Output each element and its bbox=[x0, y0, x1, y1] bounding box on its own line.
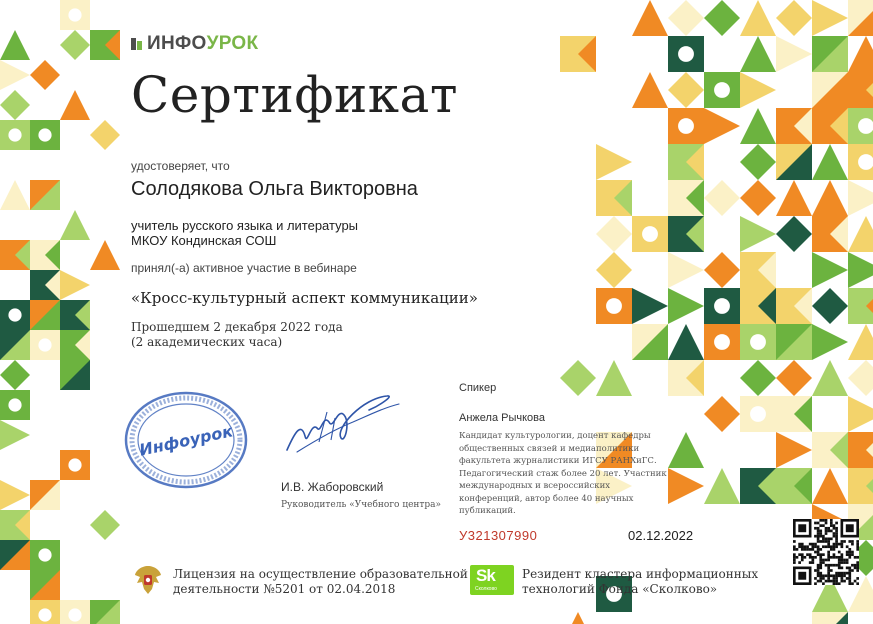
position-line: учитель русского языка и литературы bbox=[131, 218, 359, 233]
recipient-name: Солодякова Ольга Викторовна bbox=[131, 178, 418, 200]
issue-date: 02.12.2022 bbox=[628, 528, 694, 543]
certificate-title: Сертификат bbox=[131, 66, 459, 124]
certifies-text: удостоверяет, что bbox=[131, 159, 230, 173]
infourok-logo-icon bbox=[131, 36, 143, 52]
skolkovo-logo bbox=[470, 565, 514, 595]
qr-code bbox=[793, 519, 859, 585]
skolkovo-resident bbox=[522, 567, 758, 597]
webinar-title: «Кросс-культурный аспект коммуникации» bbox=[131, 289, 478, 307]
held-date: Прошедшем 2 декабря 2022 года bbox=[131, 320, 343, 334]
school-line: МКОУ Кондинская СОШ bbox=[131, 233, 277, 248]
recipient-position bbox=[131, 218, 358, 248]
license-info bbox=[173, 567, 468, 597]
held-info bbox=[131, 320, 343, 350]
skolkovo-logo-text: Sk bbox=[476, 566, 495, 585]
logo-prefix: ИНФО bbox=[147, 33, 207, 54]
logo-suffix: УРОК bbox=[206, 33, 259, 54]
participation-text: принял(-а) активное участие в вебинаре bbox=[131, 261, 357, 275]
license-line: деятельности №5201 от 02.04.2018 bbox=[173, 582, 396, 596]
held-hours: (2 академических часа) bbox=[131, 335, 283, 349]
stamp-center-text: Инфоурок bbox=[137, 421, 235, 460]
signatory-name: И.В. Жаборовский bbox=[281, 480, 384, 494]
speaker-name: Анжела Рычкова bbox=[459, 412, 545, 424]
skolkovo-line: Резидент кластера информационных bbox=[522, 567, 759, 581]
speaker-bio: Кандидат культурологии, доцент кафедры общественных связей и медиаполитики факультета журналистики ИГСУ РАНХиГС. Педагогический стаж более 20 лет. Участник международных и всероссийских конференций, автор более 40 научных публикаций. bbox=[459, 431, 667, 516]
speaker-heading: Спикер bbox=[459, 382, 497, 394]
license-line: Лицензия на осуществление образовательной bbox=[173, 567, 468, 581]
coat-of-arms-icon bbox=[132, 563, 164, 597]
infourok-logo bbox=[131, 33, 258, 55]
certificate-number: У321307990 bbox=[459, 528, 538, 543]
signatory-role: Руководитель «Учебного центра» bbox=[281, 500, 442, 510]
organization-stamp bbox=[122, 390, 250, 490]
decorative-pattern-left bbox=[0, 0, 120, 624]
skolkovo-line: технологий Фонда «Сколково» bbox=[522, 582, 718, 596]
signature bbox=[283, 392, 403, 462]
skolkovo-logo-sub: Сколково bbox=[475, 586, 497, 592]
